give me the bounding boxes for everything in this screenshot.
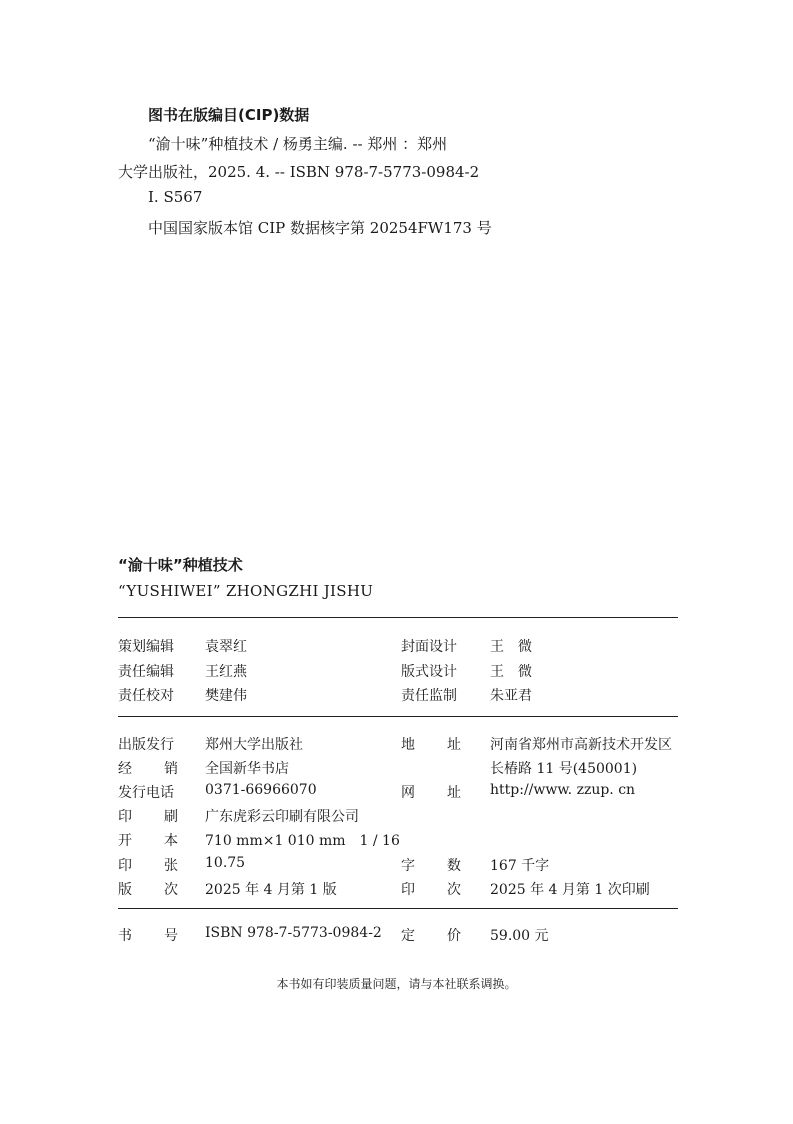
staff-label: 策划编辑 — [118, 639, 174, 655]
printing-label: 印 次 — [401, 882, 461, 898]
staff-value: 朱亚君 — [490, 688, 532, 704]
publisher-value: 郑州大学出版社 — [205, 737, 303, 753]
divider-top — [118, 617, 678, 618]
cip-line-1: “渝十味”种植技术 / 杨勇主编. -- 郑州 ：郑州 — [148, 135, 448, 153]
price-value: 59.00 元 — [490, 928, 549, 944]
quality-note: 本书如有印装质量问题，请与本社联系调换。 — [276, 977, 517, 991]
staff-value: 樊建伟 — [205, 688, 247, 704]
edition-value: 2025 年 4 月第 1 版 — [205, 882, 337, 898]
staff-label: 封面设计 — [401, 639, 457, 655]
edition-label: 版 次 — [118, 882, 178, 898]
cip-line-2: 大学出版社，2025. 4. -- ISBN 978-7-5773-0984-2 — [118, 163, 480, 181]
staff-value: 王 微 — [490, 664, 532, 680]
address-label: 地 址 — [401, 737, 461, 753]
staff-label: 版式设计 — [401, 664, 457, 680]
cip-title: 图书在版编目(CIP)数据 — [148, 106, 310, 124]
format-value: 710 mm×1 010 mm 1 / 16 — [205, 833, 400, 849]
word-count-label: 字 数 — [401, 858, 461, 874]
isbn-label: 书 号 — [118, 928, 178, 944]
website-value: http://www. zzup. cn — [490, 782, 636, 798]
divider-bottom — [118, 908, 678, 909]
staff-label: 责任编辑 — [118, 664, 174, 680]
staff-label: 责任校对 — [118, 688, 174, 704]
address-line-1: 河南省郑州市高新技术开发区 — [490, 737, 672, 753]
printer-label: 印 刷 — [118, 809, 178, 825]
isbn-value: ISBN 978-7-5773-0984-2 — [205, 925, 382, 941]
book-title-en: “YUSHIWEI” ZHONGZHI JISHU — [118, 582, 374, 600]
price-label: 定 价 — [401, 928, 461, 944]
format-label: 开 本 — [118, 833, 178, 849]
distributor-label: 经 销 — [118, 761, 178, 777]
cip-line-3: Ⅰ. S567 — [148, 188, 203, 206]
website-label: 网 址 — [401, 785, 461, 801]
printing-value: 2025 年 4 月第 1 次印刷 — [490, 882, 650, 898]
divider-middle — [118, 716, 678, 717]
distributor-value: 全国新华书店 — [205, 761, 289, 777]
word-count-value: 167 千字 — [490, 858, 550, 874]
sheets-label: 印 张 — [118, 858, 178, 874]
publisher-label: 出版发行 — [118, 737, 174, 753]
phone-value: 0371-66966070 — [205, 782, 317, 798]
book-title-cn: “渝十味”种植技术 — [118, 556, 243, 574]
address-line-2: 长椿路 11 号(450001) — [490, 761, 638, 777]
staff-value: 王红燕 — [205, 664, 247, 680]
staff-label: 责任监制 — [401, 688, 457, 704]
printer-value: 广东虎彩云印刷有限公司 — [205, 809, 359, 825]
phone-label: 发行电话 — [118, 785, 174, 801]
cip-line-4: 中国国家版本馆 CIP 数据核字第 20254FW173 号 — [148, 219, 492, 237]
staff-value: 袁翠红 — [205, 639, 247, 655]
sheets-value: 10.75 — [205, 855, 246, 871]
staff-value: 王 微 — [490, 639, 532, 655]
